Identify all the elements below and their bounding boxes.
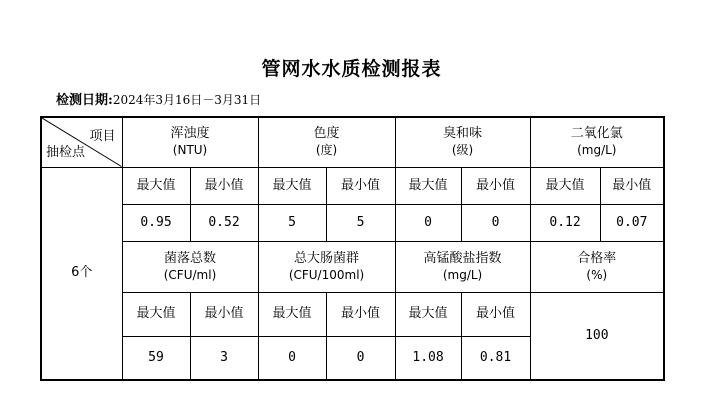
- date-line: [56, 89, 261, 108]
- param-header-odor: 臭和味 (级): [395, 117, 530, 167]
- min-label: 最小值: [461, 167, 530, 204]
- value-cell: 0.12: [530, 204, 600, 241]
- min-label: 最小值: [190, 292, 258, 336]
- value-cell: 59: [122, 336, 190, 380]
- value-cell: 0: [461, 204, 530, 241]
- value-cell: 0.07: [600, 204, 664, 241]
- param-header-permanganate-index: 高锰酸盐指数 (mg/L): [395, 241, 530, 292]
- max-label: 最大值: [395, 292, 461, 336]
- value-cell: 0: [395, 204, 461, 241]
- max-label: 最大值: [122, 167, 190, 204]
- value-cell: 1.08: [395, 336, 461, 380]
- min-label: 最小值: [600, 167, 664, 204]
- corner-header-cell: [41, 117, 122, 167]
- min-label: 最小值: [326, 167, 395, 204]
- max-label: 最大值: [258, 292, 326, 336]
- value-cell: 0.52: [190, 204, 258, 241]
- min-label: 最小值: [461, 292, 530, 336]
- value-cell: 0.81: [461, 336, 530, 380]
- pass-rate-value: 100: [530, 292, 664, 380]
- sample-count-cell: 6个: [41, 167, 122, 380]
- corner-sample-label: 抽检点: [46, 145, 86, 160]
- max-label: 最大值: [122, 292, 190, 336]
- report-title: 管网水水质检测报表: [261, 58, 442, 80]
- value-cell: 0.95: [122, 204, 190, 241]
- max-label: 最大值: [258, 167, 326, 204]
- min-label: 最小值: [190, 167, 258, 204]
- param-header-color: 色度 (度): [258, 117, 395, 167]
- date-range: 2024年3月16日－3月31日: [112, 93, 262, 107]
- max-label: 最大值: [395, 167, 461, 204]
- value-cell: 3: [190, 336, 258, 380]
- param-header-chlorine-dioxide: 二氧化氯 (mg/L): [530, 117, 664, 167]
- param-header-total-bacteria: 菌落总数 (CFU/ml): [122, 241, 258, 292]
- value-cell: 0: [326, 336, 395, 380]
- value-cell: 5: [326, 204, 395, 241]
- param-header-total-coliforms: 总大肠菌群 (CFU/100ml): [258, 241, 395, 292]
- param-header-pass-rate: 合格率 (%): [530, 241, 664, 292]
- min-label: 最小值: [326, 292, 395, 336]
- report-table: [40, 116, 665, 381]
- max-label: 最大值: [530, 167, 600, 204]
- corner-item-label: 项目: [89, 129, 116, 144]
- param-header-turbidity: 浑浊度 (NTU): [122, 117, 258, 167]
- value-cell: 0: [258, 336, 326, 380]
- date-label: 检测日期:: [56, 93, 113, 108]
- value-cell: 5: [258, 204, 326, 241]
